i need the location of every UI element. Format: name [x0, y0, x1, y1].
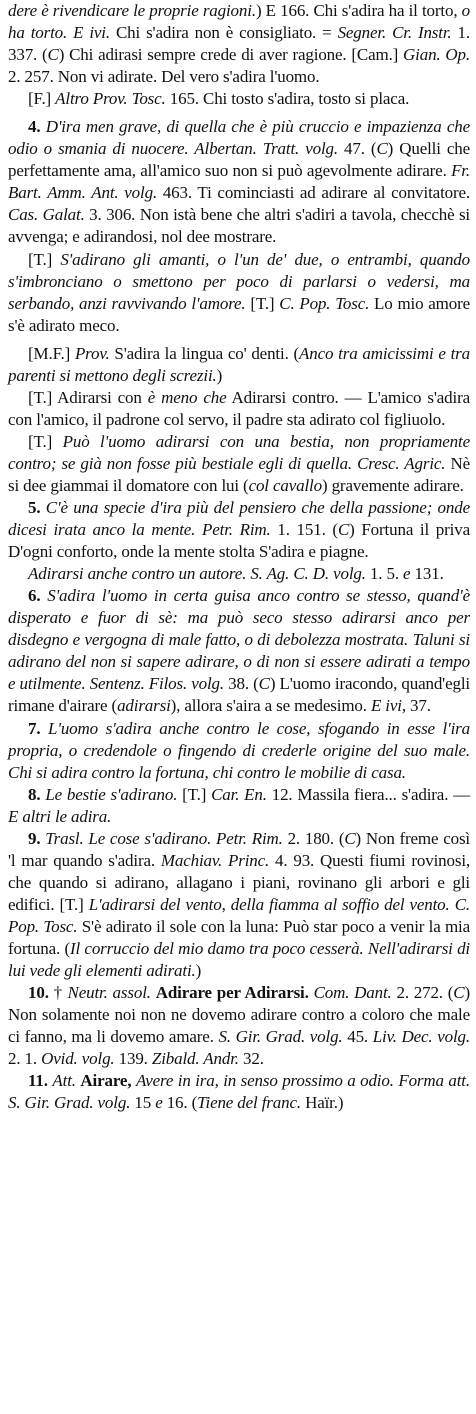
text-run: ) Non freme così 'l mar quando s'adira. [8, 828, 471, 870]
italic-run: e [155, 1093, 163, 1113]
italic-run: o ha torto. E ivi. [8, 1, 470, 43]
italic-run: Car. En. [211, 784, 267, 804]
entry-paragraph [8, 718, 470, 784]
text-run: 16. ( [162, 1093, 198, 1113]
text-run: ) Quelli che perfettamente ama, all'amico suo non si può agevolmente adirare. [8, 139, 471, 181]
italic-run: è meno che [147, 387, 227, 407]
italic-run: Le bestie s'adirano. [45, 784, 178, 804]
entry-paragraph [8, 88, 470, 110]
italic-run: C'è una specie d'ira più del pensiero che della passione; onde dicesi irata anco la mente. Petr. Rim. [8, 498, 470, 540]
text-run: ), allora s'aira a se medesimo. [170, 696, 371, 716]
italic-run: Altro Prov. Tosc. [55, 89, 166, 109]
text-run: S'adira la lingua co' denti. ( [109, 343, 300, 363]
bold-run: 8. [28, 784, 41, 804]
italic-run: col cavallo [248, 475, 322, 495]
entry-paragraph [8, 563, 470, 585]
text-run: [T.] Adirarsi con [28, 387, 148, 407]
text-run: 32. [238, 1049, 264, 1069]
text-run: 1. 151. ( [270, 520, 338, 540]
italic-run: C [47, 45, 59, 65]
text-run: ) Chi adirasi sempre crede di aver ragione. [Cam.] [58, 45, 404, 65]
italic-run: E altri le adira. [8, 806, 112, 826]
italic-run: C [453, 983, 465, 1003]
text-run: ) [195, 961, 202, 981]
text-run: 2. 257. Non vi adirate. Del vero s'adira l'uomo. [8, 67, 320, 87]
text-run: Chi s'adira non è consigliato. = [109, 23, 338, 43]
italic-run: Il corruccio del mio damo tra poco cesserà. Nell'adirarsi di lui vede gli elementi adirati. [8, 938, 470, 981]
bold-run: 10. [28, 983, 49, 1003]
italic-run: e [403, 564, 411, 584]
text-run: ) gravemente adirare. [321, 475, 464, 495]
dictionary-column [8, 0, 470, 1114]
text-run: 1. 5. [365, 564, 404, 584]
italic-run: Anco tra amicissimi e tra parenti si mettono degli screzii. [8, 343, 470, 385]
italic-run: Liv. Dec. volg. [372, 1027, 470, 1047]
entry-paragraph [8, 1070, 470, 1114]
italic-run: Cas. Galat. [8, 205, 85, 225]
italic-run: Prov. [74, 343, 110, 363]
text-run: ) Non solamente noi non ne dovemo adirare contro a coloro che male ci fanno, ma li dovemo amare. [8, 983, 470, 1047]
text-run: [M.F.] [28, 343, 75, 363]
italic-run: S. Gir. Grad. volg. [218, 1027, 343, 1047]
italic-run: Gian. Op. [403, 45, 470, 65]
text-run: 165. Chi tosto s'adira, tosto si placa. [165, 89, 410, 109]
text-run: [T.] [177, 784, 212, 804]
italic-run: S'adirano gli amanti, o l'un de' due, o entrambi, quando s'imbronciano o smettono per poco di parlarsi o vedersi, ma serbando, anzi ravvivando l'amore. [8, 249, 470, 313]
entry-paragraph [8, 249, 470, 337]
text-run: ) L'uomo iracondo, quand'egli rimane d'airare ( [8, 674, 470, 716]
italic-run: Ovid. volg. [41, 1049, 115, 1069]
text-run: [F.] [28, 89, 56, 109]
text-run: 2. 1. [8, 1049, 42, 1069]
italic-run: Avere in ira, in senso prossimo a odio. Forma att. S. Gir. Grad. volg. [8, 1071, 470, 1113]
text-run: 37. [405, 696, 431, 716]
italic-run: Adirarsi anche contro un autore. S. Ag. C. D. volg. [28, 564, 366, 584]
entry-paragraph [8, 784, 470, 828]
italic-run: S'adira l'uomo in certa guisa anco contro se stesso, quand'è disperato e fuor di sè: ma può seco stesso adirarsi anco per disdegno e vergogna di male fatto, o di debolezza mostrata. Taluni si adirano del non si sapere adirare, o di non si essere adirati a tempo e utilmente. Sentenz. Filos. volg. [8, 586, 470, 694]
italic-run: adirarsi [117, 696, 171, 716]
italic-run: Fr. Bart. Amm. Ant. volg. [8, 161, 470, 203]
text-run: Lo mio amore s'è adirato meco. [8, 293, 470, 335]
text-run: 12. Massila fiera... s'adira. — [266, 784, 470, 804]
text-run: ) Fortuna il priva D'ogni conforto, onde la mente stolta S'adira e piagne. [8, 520, 470, 562]
bold-run: 6. [28, 586, 41, 606]
text-run: 1. 337. ( [8, 23, 470, 65]
italic-run: C [337, 520, 350, 540]
italic-run: Tiene del franc. [197, 1093, 301, 1113]
bold-run: Airare, [80, 1071, 132, 1091]
bold-run: 4. [28, 117, 41, 137]
entry-paragraph [8, 982, 470, 1070]
text-run: S'è adirato il sole con la luna: Può star poco a venir la mia fortuna. ( [8, 916, 470, 958]
entry-paragraph [8, 116, 470, 248]
italic-run: Att. [52, 1071, 76, 1091]
entry-paragraph [8, 343, 470, 387]
italic-run: E ivi, [370, 696, 406, 716]
entry-paragraph [8, 497, 470, 563]
italic-run: Neutr. assol. [67, 983, 151, 1003]
text-run: 45. [342, 1027, 373, 1047]
bold-run: Adirare per Adirarsi. [155, 983, 309, 1003]
text-run: 15 [130, 1093, 156, 1113]
italic-run: Può l'uomo adirarsi con una bestia, non propriamente contro; se già non fosse più bestiale egli di quella. Cresc. Agric. [8, 431, 470, 473]
entry-paragraph [8, 387, 470, 431]
entry-paragraph [8, 0, 470, 88]
entry-paragraph [8, 431, 470, 497]
text-run: Adirarsi contro. — L'amico s'adira con l'amico, il padrone col servo, il padre sta adirato col figliuolo. [8, 387, 470, 429]
italic-run: C [376, 139, 388, 159]
text-run: 2. 180. ( [282, 828, 345, 848]
italic-run: Com. Dant. [313, 983, 392, 1003]
text-run [40, 719, 48, 738]
italic-run: C [344, 828, 356, 848]
text-run: 139. [114, 1049, 152, 1069]
text-run: ) E 166. Chi s'adira ha il torto, [255, 1, 462, 20]
text-run: [T.] [28, 431, 63, 451]
entry-paragraph [8, 828, 470, 982]
bold-run: 7. [28, 718, 41, 738]
italic-run: Trasl. Le cose s'adirano. Petr. Rim. [45, 828, 283, 848]
entry-paragraph [8, 585, 470, 717]
text-run: 47. ( [338, 139, 377, 159]
bold-run: 9. [28, 828, 41, 848]
italic-run: L'adirarsi del vento, della fiamma al soffio del vento. C. Pop. Tosc. [8, 894, 470, 936]
text-run: 38. ( [224, 674, 259, 694]
text-run: 2. 272. ( [391, 983, 454, 1003]
text-run: 4. 93. Questi fiumi rovinosi, che quando si adirano, allagano i piani, rovinano gli arbori e gli edifici. [T.] [8, 850, 471, 914]
text-run: 463. Ti cominciasti ad adirare al convitatore. [157, 183, 470, 203]
text-run: [T.] [245, 293, 280, 313]
text-run: Nè si dee giammai il domatore con lui ( [8, 453, 470, 495]
italic-run: dere è rivendicare le proprie ragioni. [8, 1, 256, 20]
italic-run: Segner. Cr. Instr. [337, 23, 452, 43]
bold-run: 11. [28, 1071, 48, 1091]
text-run: [T.] [28, 249, 61, 269]
italic-run: C. Pop. Tosc. [279, 293, 370, 313]
text-run: 131. [410, 564, 444, 584]
text-run: 3. 306. Non istà bene che altri s'adiri a tavola, checchè si avvenga; e adirandosi, nol dee mostrare. [8, 205, 470, 247]
text-run: † [48, 983, 68, 1003]
text-run: ) [216, 365, 223, 385]
italic-run: L'uomo s'adira anche contro le cose, sfogando in esse l'ira propria, o credendole o fingendo di crederle origine del suo male. Chi si adira contro la fortuna, chi contro le mobilie di casa. [8, 718, 470, 782]
text-run: Haïr.) [300, 1093, 344, 1113]
italic-run: Zibald. Andr. [151, 1049, 239, 1069]
italic-run: C [258, 674, 270, 694]
italic-run: D'ira men grave, di quella che è più cruccio e impazienza che odio o smania di nuocere. Albertan. Tratt. volg. [8, 117, 470, 159]
bold-run: 5. [28, 498, 41, 518]
italic-run: Machiav. Princ. [160, 850, 270, 870]
